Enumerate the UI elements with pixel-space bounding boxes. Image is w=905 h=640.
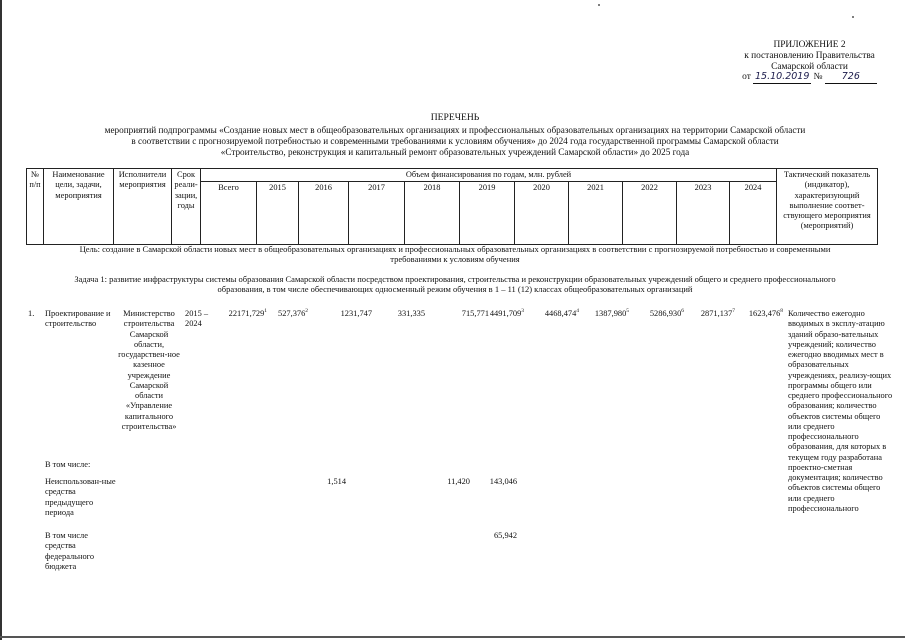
annex-from-label: от	[742, 72, 751, 83]
row1-indicator: Количество ежегодно вводимых в эксплу-атацию зданий образо-вательных учреждений; количество ежегодно вводимых мест в образовательных учреждениях, реализу-ющих программы общего или среднего профессионального образования; количество объектов системы общего или среднего профессионального образования, для которых в текущем году разработана проектно-сметная документация; количество объектов системы общего или среднего профессионального	[788, 309, 893, 513]
annex-no-label: №	[813, 72, 823, 83]
annex-title: ПРИЛОЖЕНИЕ 2	[773, 40, 846, 50]
scan-edge-left	[0, 0, 2, 640]
value-text: 331,335	[397, 309, 425, 318]
goal-line-1: Цель: создание в Самарской области новых мест в общеобразовательных организациях и профессиональных образовательных организациях в соответствии с прогнозируемой потребностью и современными	[79, 244, 831, 254]
heading-line-3: «Строительство, реконструкция и капитальный ремонт образовательных учреждений Самарской области» до 2025 года	[220, 146, 690, 157]
value-text: 2871,137	[700, 309, 733, 318]
header-year: 2022	[623, 182, 677, 245]
annex-number: 726	[825, 72, 877, 84]
value-text: 1387,980	[594, 309, 627, 318]
footnote-mark: 3	[521, 308, 524, 314]
heading-line-1: мероприятий подпрограммы «Создание новых мест в общеобразовательных организациях и профессиональных образовательных организациях на территории Самарской области	[104, 124, 806, 135]
annex-date-line	[727, 72, 892, 84]
heading-line-2: в соответствии с прогнозируемой потребностью и современными требованиями к условиям обучения» до 2024 года государственной программы Самарской области	[131, 135, 779, 146]
header-col-name: Наименование цели, задачи, мероприятия	[44, 169, 114, 245]
header-col-indicator: Тактический показатель (индикатор), характеризующий выполнение соответ-ствующего мероприятия (мероприятий)	[777, 169, 878, 245]
footnote-mark: 5	[626, 308, 629, 314]
header-year: 2015	[257, 182, 299, 245]
value-text: 1231,747	[340, 309, 372, 318]
header-year: 2019	[460, 182, 515, 245]
header-table	[26, 168, 878, 245]
scan-speck	[852, 16, 854, 18]
document-heading	[40, 112, 870, 158]
header-year: 2023	[677, 182, 730, 245]
value-text: 715,771	[461, 309, 489, 318]
header-year: 2021	[569, 182, 623, 245]
row1-number: 1.	[28, 309, 35, 318]
value-text: 4491,709	[489, 309, 522, 318]
header-year: 2020	[515, 182, 569, 245]
sub-unused-2016: 1,514	[327, 477, 346, 486]
scan-speck	[598, 4, 600, 6]
goal-text	[40, 244, 870, 265]
header-col-total: Всего	[201, 182, 257, 245]
footnote-mark: 8	[780, 308, 783, 314]
value-text: 5286,930	[649, 309, 682, 318]
sub-federal-name: В том числе средства федерального бюджета	[45, 531, 95, 571]
annex-line-1: к постановлению Правительства	[744, 50, 875, 61]
row1-term: 2015 – 2024	[185, 309, 209, 329]
heading-title: ПЕРЕЧЕНЬ	[430, 112, 480, 123]
row1-name: Проектирование и строительство	[45, 309, 111, 329]
annex-line-2: Самарской области	[771, 61, 848, 72]
task-line-2: образования, в том числе обеспечивающих односменный режим обучения в 1 – 11 (12) классах общеобразовательных организаций	[217, 284, 693, 295]
row1-value-2024	[735, 309, 783, 319]
sub-federal-2019: 65,942	[493, 531, 517, 540]
annex-date: 15.10.2019	[754, 71, 810, 83]
task-text	[40, 274, 870, 295]
row1-value-2015	[256, 309, 308, 319]
sub-unused-name: Неиспользован-ные средства предыдущего периода	[45, 477, 116, 517]
sub-unused-2018: 11,420	[447, 477, 470, 486]
row1-value-2022	[629, 309, 684, 319]
header-year: 2017	[349, 182, 405, 245]
header-col-no: № п/п	[27, 169, 44, 245]
footnote-mark: 6	[681, 308, 684, 314]
scan-edge-bottom	[0, 636, 905, 638]
value-text: 1623,476	[748, 309, 781, 318]
header-col-term: Срок реали-зации, годы	[172, 169, 201, 245]
header-year: 2018	[405, 182, 460, 245]
footnote-mark: 2	[305, 308, 308, 314]
row1-value-2020	[524, 309, 579, 319]
footnote-mark: 7	[732, 308, 735, 314]
value-text: 4468,474	[544, 309, 577, 318]
footnote-mark: 4	[576, 308, 579, 314]
row1-executor: Министерство строительства Самарской области, государствен-ное казенное учреждение Самарской области «Управление капитального строительства»	[118, 309, 180, 431]
footnote-mark: 1	[264, 308, 267, 314]
header-col-executor: Исполнители мероприятия	[114, 169, 172, 245]
row1-value-2023	[684, 309, 735, 319]
header-year: 2024	[730, 182, 777, 245]
row1-total-value: 22171,729	[228, 309, 265, 318]
sub-unused-2019: 143,046	[489, 477, 517, 486]
row1-value-2019	[470, 309, 524, 319]
sub-including-label: В том числе:	[45, 460, 91, 469]
header-col-finance: Объем финансирования по годам, млн. рублей	[201, 169, 777, 182]
goal-line-2: требованиями к условиям обучения	[390, 254, 520, 265]
value-text: 527,376	[278, 309, 306, 318]
task-line-1: Задача 1: развитие инфраструктуры системы образования Самарской области посредством проектирования, строительства и реконструкции образовательных учреждений общего и среднего профессионального	[74, 274, 836, 284]
annex-block	[727, 40, 892, 84]
row1-value-2021	[579, 309, 629, 319]
header-year: 2016	[299, 182, 349, 245]
